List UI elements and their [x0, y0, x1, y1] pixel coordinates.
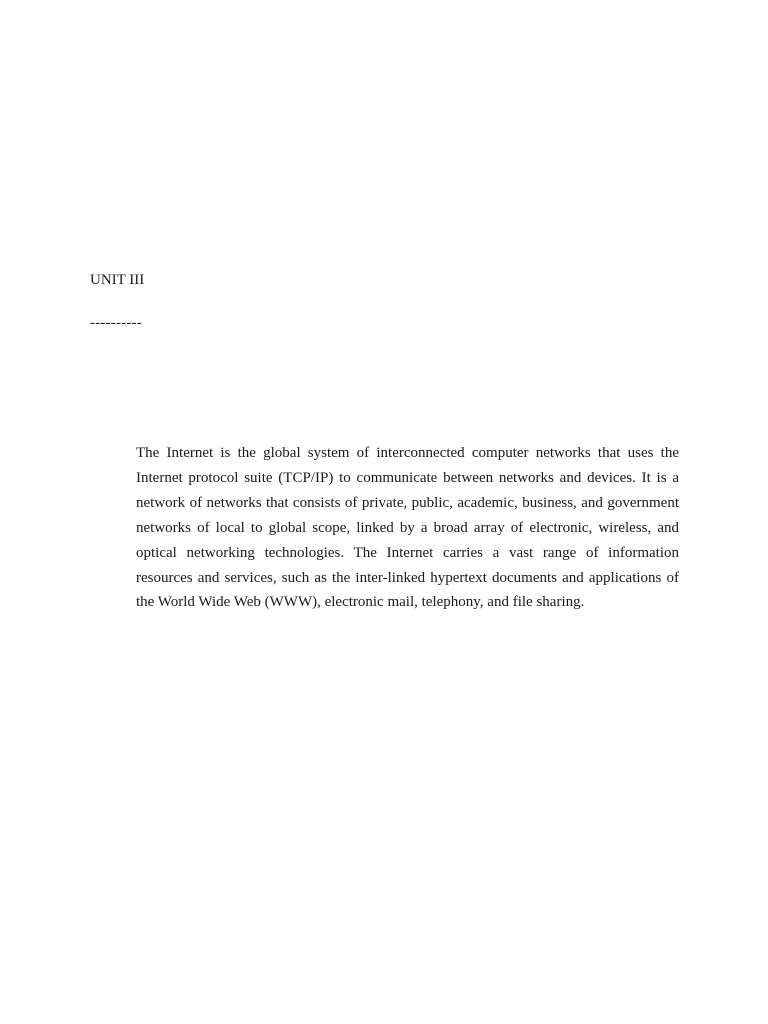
body-paragraph: The Internet is the global system of interconnected computer networks that uses the Internet protocol suite (TCP/IP) to communicate between networks and devices. It is a network of networks that consists of private, public, academic, business, and government networks of local to global scope, linked by a broad array of electronic, wireless, and optical networking technologies. The Internet carries a vast range of information resources and services, such as the inter-linked hypertext documents and applications of the World Wide Web (WWW), electronic mail, telephony, and file sharing.	[136, 445, 679, 611]
unit-heading: UNIT III	[90, 272, 145, 288]
dashed-separator: ----------	[90, 315, 142, 331]
